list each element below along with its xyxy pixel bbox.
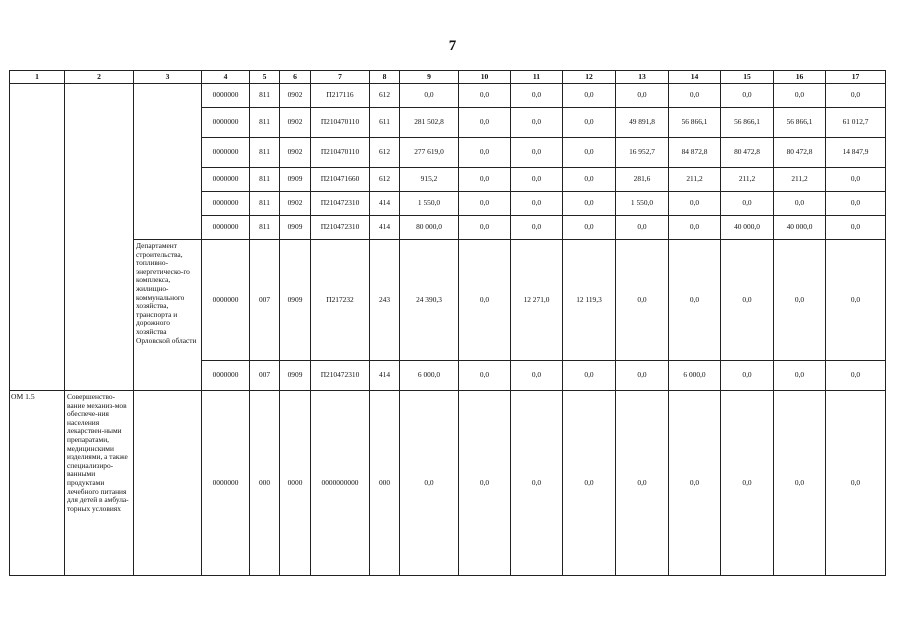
header-cell: 1 bbox=[10, 71, 65, 84]
data-cell: 0,0 bbox=[511, 168, 563, 192]
budget-table bbox=[9, 70, 886, 576]
header-cell: 11 bbox=[511, 71, 563, 84]
header-cell: 2 bbox=[65, 71, 134, 84]
data-cell: 243 bbox=[370, 240, 400, 361]
data-cell: 0,0 bbox=[459, 138, 511, 168]
header-row bbox=[10, 71, 886, 84]
data-cell: 0909 bbox=[280, 216, 311, 240]
data-cell: 0,0 bbox=[563, 192, 616, 216]
data-cell: 811 bbox=[250, 84, 280, 108]
data-cell: 0,0 bbox=[459, 216, 511, 240]
data-cell: 0,0 bbox=[826, 240, 886, 361]
data-cell: 0,0 bbox=[459, 108, 511, 138]
data-cell: П210470110 bbox=[311, 108, 370, 138]
data-cell: 0,0 bbox=[511, 391, 563, 576]
data-cell: 414 bbox=[370, 216, 400, 240]
data-cell: 811 bbox=[250, 168, 280, 192]
data-cell: 0000 bbox=[280, 391, 311, 576]
data-cell: 84 872,8 bbox=[669, 138, 721, 168]
om-description-cell: Совершенство-вание механиз-мов обеспече-ния населения лекарствен-ными препаратами, медицинскими изделиями, а также специализиро-ванными продуктами лечебного питания для детей в амбула-торных условиях bbox=[65, 391, 134, 576]
data-cell: 0,0 bbox=[459, 192, 511, 216]
data-cell: 0,0 bbox=[774, 240, 826, 361]
data-cell: 80 472,8 bbox=[774, 138, 826, 168]
data-cell: 0,0 bbox=[511, 192, 563, 216]
empty-cell bbox=[134, 391, 202, 576]
data-cell: 0,0 bbox=[459, 168, 511, 192]
data-cell: 12 271,0 bbox=[511, 240, 563, 361]
data-cell: 0,0 bbox=[826, 391, 886, 576]
data-cell: 0000000 bbox=[202, 240, 250, 361]
data-cell: 0902 bbox=[280, 192, 311, 216]
data-cell: 0,0 bbox=[563, 138, 616, 168]
header-cell: 3 bbox=[134, 71, 202, 84]
data-cell: 0,0 bbox=[511, 138, 563, 168]
header-cell: 5 bbox=[250, 71, 280, 84]
om-code-cell: ОМ 1.5 bbox=[10, 391, 65, 576]
header-cell: 16 bbox=[774, 71, 826, 84]
data-cell: 0,0 bbox=[669, 391, 721, 576]
data-cell: 1 550,0 bbox=[400, 192, 459, 216]
header-cell: 15 bbox=[721, 71, 774, 84]
data-cell: 6 000,0 bbox=[669, 361, 721, 391]
data-cell: 0000000 bbox=[202, 108, 250, 138]
data-cell: 0,0 bbox=[826, 361, 886, 391]
header-cell: 10 bbox=[459, 71, 511, 84]
data-cell: 0,0 bbox=[616, 84, 669, 108]
table-row bbox=[10, 391, 886, 576]
data-cell: 0000000 bbox=[202, 192, 250, 216]
data-cell: 811 bbox=[250, 138, 280, 168]
data-cell: 0,0 bbox=[721, 361, 774, 391]
data-cell: 6 000,0 bbox=[400, 361, 459, 391]
empty-cell bbox=[10, 84, 65, 391]
header-cell: 7 bbox=[311, 71, 370, 84]
data-cell: 0000000 bbox=[202, 138, 250, 168]
data-cell: 277 619,0 bbox=[400, 138, 459, 168]
data-cell: 281,6 bbox=[616, 168, 669, 192]
table-row bbox=[10, 240, 886, 361]
page-number: 7 bbox=[448, 38, 457, 54]
data-cell: 56 866,1 bbox=[774, 108, 826, 138]
data-cell: 611 bbox=[370, 108, 400, 138]
data-cell: 0000000000 bbox=[311, 391, 370, 576]
data-cell: 24 390,3 bbox=[400, 240, 459, 361]
data-cell: 0,0 bbox=[826, 192, 886, 216]
data-cell: 80 472,8 bbox=[721, 138, 774, 168]
header-cell: 17 bbox=[826, 71, 886, 84]
data-cell: 16 952,7 bbox=[616, 138, 669, 168]
data-cell: 0,0 bbox=[721, 84, 774, 108]
data-cell: 0,0 bbox=[826, 84, 886, 108]
data-cell: 0,0 bbox=[616, 361, 669, 391]
data-cell: 414 bbox=[370, 192, 400, 216]
data-cell: 0,0 bbox=[511, 108, 563, 138]
data-cell: 0,0 bbox=[563, 168, 616, 192]
data-cell: 612 bbox=[370, 84, 400, 108]
data-cell: 0,0 bbox=[511, 84, 563, 108]
table-row bbox=[10, 84, 886, 108]
data-cell: 0,0 bbox=[669, 84, 721, 108]
header-cell: 9 bbox=[400, 71, 459, 84]
header-cell: 14 bbox=[669, 71, 721, 84]
data-cell: 0,0 bbox=[563, 216, 616, 240]
data-cell: 0,0 bbox=[400, 391, 459, 576]
data-cell: 0,0 bbox=[826, 216, 886, 240]
data-cell: 0,0 bbox=[563, 361, 616, 391]
data-cell: 0000000 bbox=[202, 84, 250, 108]
data-cell: 211,2 bbox=[774, 168, 826, 192]
data-cell: 0,0 bbox=[563, 391, 616, 576]
data-cell: 211,2 bbox=[721, 168, 774, 192]
data-cell: 61 012,7 bbox=[826, 108, 886, 138]
data-cell: 0,0 bbox=[511, 216, 563, 240]
data-cell: 0,0 bbox=[400, 84, 459, 108]
data-cell: 000 bbox=[370, 391, 400, 576]
data-cell: П210472310 bbox=[311, 216, 370, 240]
data-cell: 612 bbox=[370, 168, 400, 192]
data-cell: 14 847,9 bbox=[826, 138, 886, 168]
header-cell: 12 bbox=[563, 71, 616, 84]
data-cell: 49 891,8 bbox=[616, 108, 669, 138]
data-cell: П210471660 bbox=[311, 168, 370, 192]
data-cell: 0909 bbox=[280, 168, 311, 192]
data-cell: 56 866,1 bbox=[721, 108, 774, 138]
data-cell: 0902 bbox=[280, 138, 311, 168]
data-cell: 0,0 bbox=[721, 192, 774, 216]
data-cell: 0,0 bbox=[459, 391, 511, 576]
data-cell: 281 502,8 bbox=[400, 108, 459, 138]
header-cell: 8 bbox=[370, 71, 400, 84]
data-cell: 0,0 bbox=[774, 192, 826, 216]
data-cell: 0,0 bbox=[774, 361, 826, 391]
data-cell: 0902 bbox=[280, 108, 311, 138]
header-cell: 4 bbox=[202, 71, 250, 84]
data-cell: 1 550,0 bbox=[616, 192, 669, 216]
data-cell: 0000000 bbox=[202, 216, 250, 240]
empty-cell bbox=[134, 84, 202, 240]
data-cell: 40 000,0 bbox=[721, 216, 774, 240]
data-cell: 000 bbox=[250, 391, 280, 576]
data-cell: 0,0 bbox=[721, 240, 774, 361]
data-cell: 0,0 bbox=[669, 192, 721, 216]
data-cell: 0,0 bbox=[511, 361, 563, 391]
data-cell: 0,0 bbox=[459, 84, 511, 108]
data-cell: 007 bbox=[250, 361, 280, 391]
data-cell: 0,0 bbox=[669, 240, 721, 361]
data-cell: 56 866,1 bbox=[669, 108, 721, 138]
data-cell: 211,2 bbox=[669, 168, 721, 192]
data-cell: 0,0 bbox=[616, 391, 669, 576]
data-cell: 0,0 bbox=[459, 361, 511, 391]
data-cell: П210472310 bbox=[311, 361, 370, 391]
data-cell: 414 bbox=[370, 361, 400, 391]
data-cell: 0,0 bbox=[826, 168, 886, 192]
data-cell: 80 000,0 bbox=[400, 216, 459, 240]
data-cell: П210470110 bbox=[311, 138, 370, 168]
data-cell: 0902 bbox=[280, 84, 311, 108]
data-cell: 0909 bbox=[280, 361, 311, 391]
data-cell: 40 000,0 bbox=[774, 216, 826, 240]
data-cell: 0,0 bbox=[774, 391, 826, 576]
data-cell: 811 bbox=[250, 192, 280, 216]
data-cell: П217116 bbox=[311, 84, 370, 108]
data-cell: 007 bbox=[250, 240, 280, 361]
data-cell: 915,2 bbox=[400, 168, 459, 192]
data-cell: 0,0 bbox=[459, 240, 511, 361]
data-cell: П210472310 bbox=[311, 192, 370, 216]
data-cell: 12 119,3 bbox=[563, 240, 616, 361]
data-cell: 612 bbox=[370, 138, 400, 168]
data-cell: 0,0 bbox=[563, 84, 616, 108]
data-cell: 0909 bbox=[280, 240, 311, 361]
empty-cell bbox=[65, 84, 134, 391]
data-cell: 811 bbox=[250, 108, 280, 138]
data-cell: П217232 bbox=[311, 240, 370, 361]
data-cell: 0,0 bbox=[721, 391, 774, 576]
data-cell: 0,0 bbox=[616, 216, 669, 240]
data-cell: 0,0 bbox=[669, 216, 721, 240]
header-cell: 13 bbox=[616, 71, 669, 84]
data-cell: 0000000 bbox=[202, 361, 250, 391]
data-cell: 0000000 bbox=[202, 391, 250, 576]
header-cell: 6 bbox=[280, 71, 311, 84]
data-cell: 0,0 bbox=[774, 84, 826, 108]
data-cell: 0,0 bbox=[563, 108, 616, 138]
data-cell: 0000000 bbox=[202, 168, 250, 192]
data-cell: 0,0 bbox=[616, 240, 669, 361]
department-cell: Департамент строительства, топливно-энергетическо-го комплекса, жилищно-коммунального хозяйства, транспорта и дорожного хозяйства Орловской области bbox=[134, 240, 202, 391]
data-cell: 811 bbox=[250, 216, 280, 240]
